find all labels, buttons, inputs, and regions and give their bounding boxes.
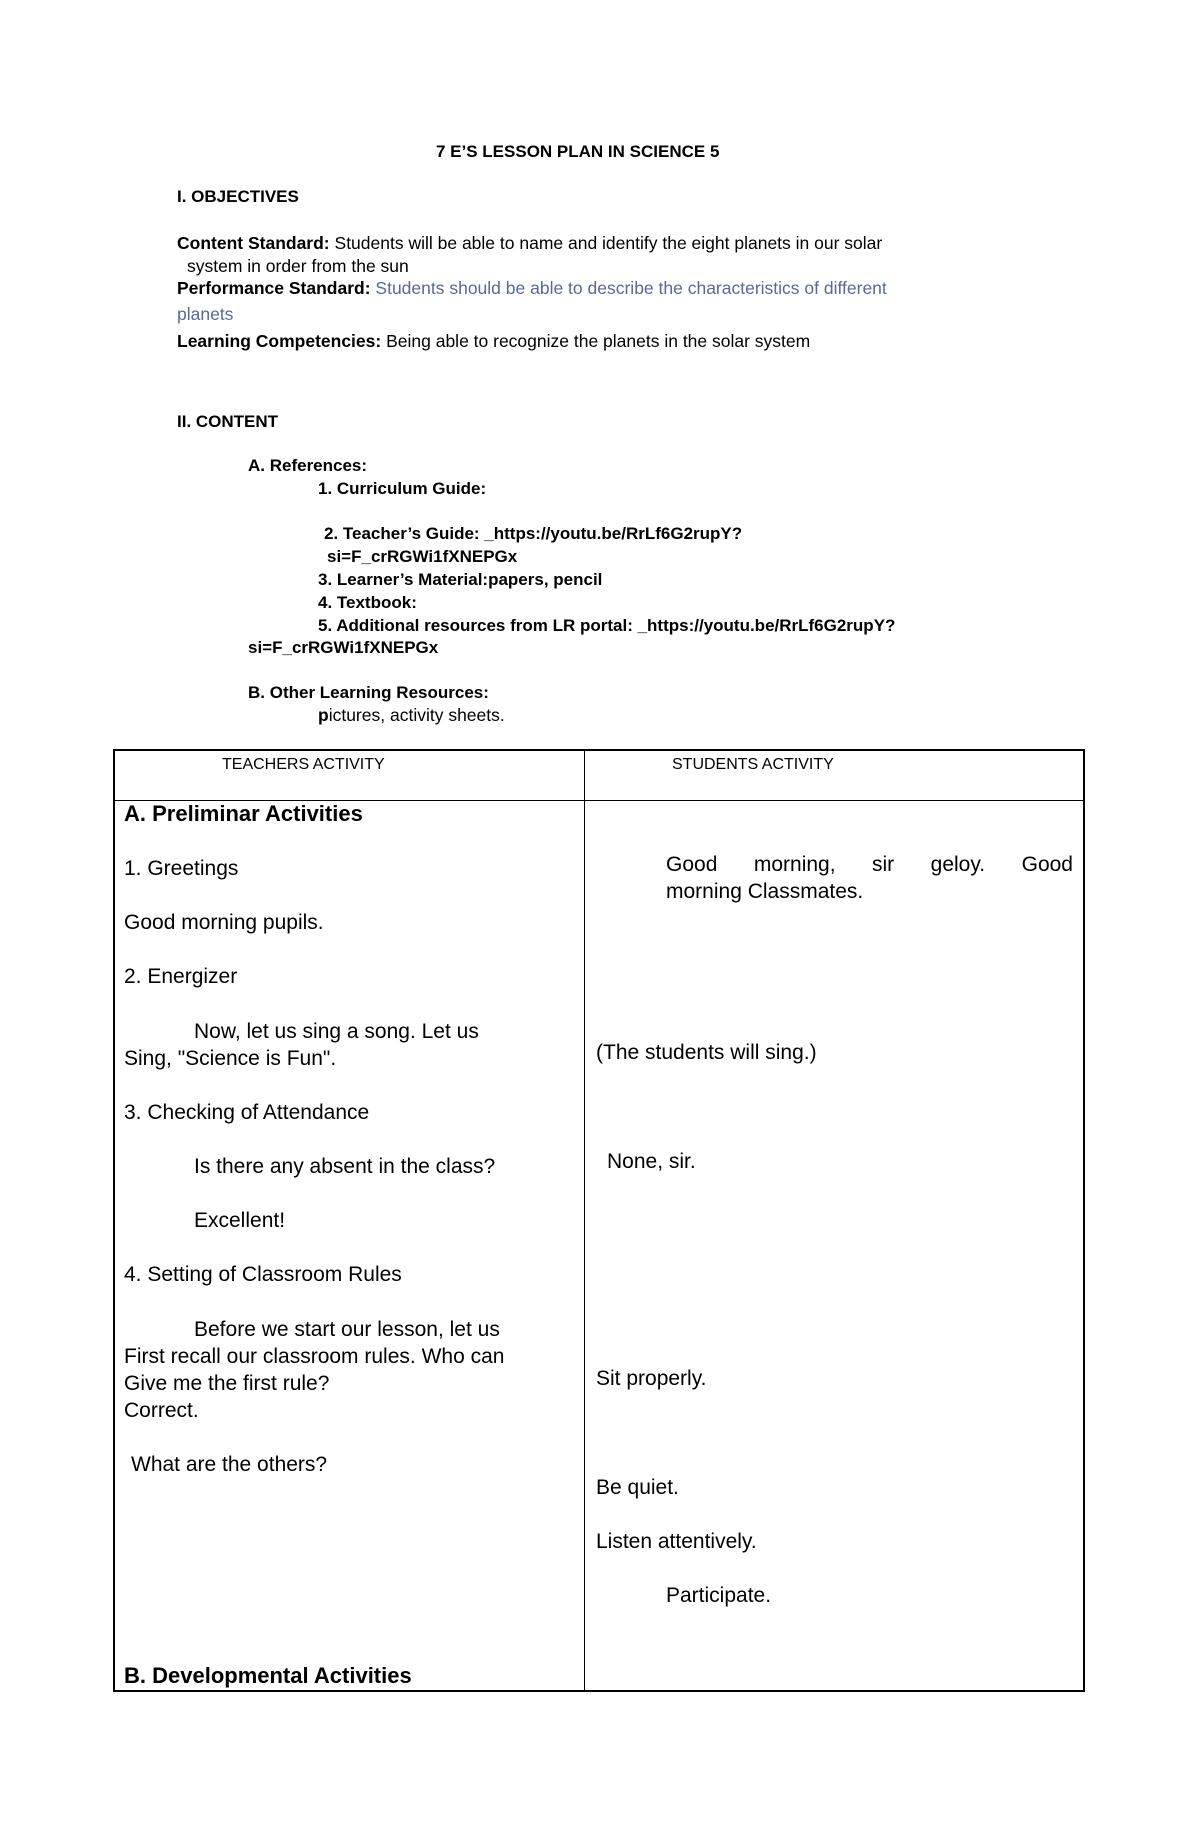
content-standard bbox=[177, 233, 882, 254]
performance-standard-text-2: planets bbox=[177, 304, 234, 324]
content-standard-label: Content Standard: bbox=[177, 233, 330, 253]
student-gm-word-2: morning, bbox=[753, 853, 836, 876]
teacher-before-1: Before we start our lesson, let us bbox=[194, 1318, 500, 1341]
other-resources-rest: ictures, activity sheets. bbox=[328, 705, 505, 725]
reference-additional: 5. Additional resources from LR portal: _https://youtu.be/RrLf6G2rupY? bbox=[318, 616, 896, 635]
teacher-excellent: Excellent! bbox=[194, 1209, 286, 1232]
student-sing: (The students will sing.) bbox=[596, 1041, 817, 1064]
student-participate: Participate. bbox=[666, 1584, 772, 1607]
other-resources-heading: B. Other Learning Resources: bbox=[248, 683, 489, 702]
section-preliminary-activities: A. Preliminar Activities bbox=[124, 801, 363, 826]
teacher-energizer: 2. Energizer bbox=[124, 965, 238, 988]
student-gm-word-5: Good bbox=[1021, 853, 1073, 876]
reference-additional-2: si=F_crRGWi1fXNEPGx bbox=[248, 638, 439, 657]
student-be-quiet: Be quiet. bbox=[596, 1476, 679, 1499]
other-resources-first-letter: p bbox=[318, 705, 329, 725]
column-header-students: STUDENTS ACTIVITY bbox=[672, 756, 834, 773]
student-gm-word-1: Good bbox=[666, 853, 718, 876]
table-border-right bbox=[1083, 749, 1085, 1692]
learning-competencies-label: Learning Competencies: bbox=[177, 331, 382, 351]
reference-curriculum-guide: 1. Curriculum Guide: bbox=[318, 479, 487, 498]
performance-standard-text: Students should be able to describe the characteristics of different bbox=[375, 278, 887, 298]
column-header-teacher: TEACHERS ACTIVITY bbox=[222, 756, 385, 773]
student-listen: Listen attentively. bbox=[596, 1530, 757, 1553]
teacher-good-morning: Good morning pupils. bbox=[124, 911, 324, 934]
reference-teachers-guide: 2. Teacher’s Guide: _https://youtu.be/RrLf6G2rupY? bbox=[324, 524, 743, 543]
teacher-greetings: 1. Greetings bbox=[124, 857, 239, 880]
table-border-top bbox=[113, 749, 1085, 751]
student-none: None, sir. bbox=[607, 1150, 696, 1173]
teacher-sing-2: Sing, "Science is Fun". bbox=[124, 1047, 337, 1070]
teacher-before-2: First recall our classroom rules. Who can bbox=[124, 1345, 505, 1368]
student-good-morning-2: morning Classmates. bbox=[666, 880, 864, 903]
student-good-morning-1 bbox=[666, 853, 1073, 877]
learning-competencies bbox=[177, 331, 810, 352]
teacher-before-3: Give me the first rule? bbox=[124, 1372, 330, 1395]
content-heading: II. CONTENT bbox=[177, 412, 279, 431]
reference-textbook: 4. Textbook: bbox=[318, 593, 417, 612]
content-standard-text: Students will be able to name and identify the eight planets in our solar bbox=[334, 233, 883, 253]
teacher-others-question: What are the others? bbox=[131, 1453, 328, 1476]
teacher-sing-1: Now, let us sing a song. Let us bbox=[194, 1020, 479, 1043]
other-resources-text bbox=[318, 705, 505, 726]
table-column-divider bbox=[584, 749, 585, 1692]
teacher-classroom-rules: 4. Setting of Classroom Rules bbox=[124, 1263, 402, 1286]
reference-teachers-guide-2: si=F_crRGWi1fXNEPGx bbox=[327, 547, 518, 566]
section-developmental-activities: B. Developmental Activities bbox=[124, 1663, 412, 1688]
performance-standard-label: Performance Standard: bbox=[177, 278, 371, 298]
teacher-attendance: 3. Checking of Attendance bbox=[124, 1101, 370, 1124]
student-gm-word-3: sir bbox=[872, 853, 895, 876]
student-sit-properly: Sit properly. bbox=[596, 1367, 707, 1390]
table-border-left bbox=[113, 749, 115, 1692]
content-standard-text-2: system in order from the sun bbox=[187, 256, 409, 276]
performance-standard bbox=[177, 278, 887, 299]
teacher-correct: Correct. bbox=[124, 1399, 199, 1422]
reference-learners-material: 3. Learner’s Material:papers, pencil bbox=[318, 570, 603, 589]
table-border-bottom bbox=[113, 1690, 1085, 1692]
teacher-absent-question: Is there any absent in the class? bbox=[194, 1155, 496, 1178]
learning-competencies-text: Being able to recognize the planets in the solar system bbox=[386, 331, 811, 351]
page-title: 7 E’S LESSON PLAN IN SCIENCE 5 bbox=[436, 142, 720, 161]
student-gm-word-4: geloy. bbox=[930, 853, 986, 876]
references-heading: A. References: bbox=[248, 456, 368, 475]
objectives-heading: I. OBJECTIVES bbox=[177, 187, 299, 206]
